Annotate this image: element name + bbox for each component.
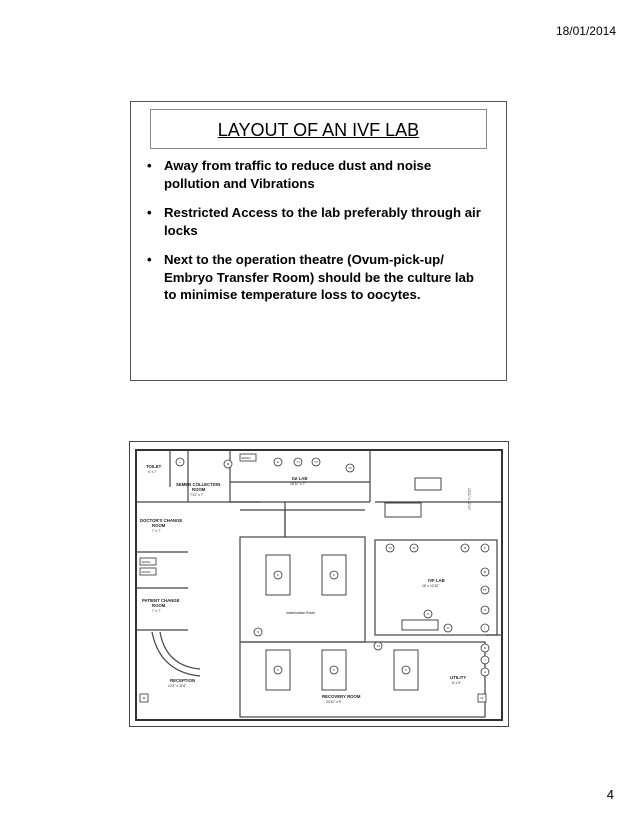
tag-s: S	[427, 612, 430, 617]
bullet-item	[145, 157, 490, 192]
tag-y1: Y1	[296, 460, 300, 465]
patient-label-2: ROOM	[152, 603, 166, 608]
patient-label: PATIENT CHANGE	[142, 598, 180, 603]
doctor-label-2: ROOM	[152, 523, 166, 528]
tag-t4: T4	[388, 546, 392, 551]
page-number: 4	[606, 787, 614, 802]
floor-plan-panel	[129, 441, 509, 727]
tag-n: N	[257, 630, 260, 635]
tag-d: D	[484, 646, 487, 651]
tag-k: K	[333, 668, 336, 673]
tag-f: F	[484, 546, 486, 551]
recovery-room-wall	[240, 642, 485, 717]
tag-t1: T1	[412, 546, 416, 551]
recovery-label: RECOVERY ROOM	[322, 694, 361, 699]
tag-j: J	[484, 658, 486, 663]
toilet-dim: 4' x 7'	[148, 470, 157, 474]
iui-dim: 15'11" x 7'	[290, 482, 306, 486]
tag-m: M	[226, 462, 230, 467]
utility-label: UTILITY	[450, 675, 467, 680]
floor-plan-drawing	[130, 442, 508, 726]
tag-k: K	[277, 573, 280, 578]
semen-label-2: ROOM	[192, 487, 206, 492]
tag-b: B	[484, 570, 487, 575]
bullet-dot-icon: •	[147, 158, 152, 173]
doctor-dim: 7' x 7'	[152, 529, 161, 533]
tag-i: I	[484, 626, 485, 631]
patient-dim: 7' x 7'	[152, 609, 161, 613]
tag-e: E	[277, 460, 280, 465]
semen-label: SEMEN COLLECTION	[176, 482, 221, 487]
tag-y2: Y2	[314, 460, 318, 465]
tag-t3: T3	[482, 588, 487, 593]
tag-t3-b: T3	[376, 644, 381, 649]
reception-label: RECEPTION	[170, 678, 196, 683]
insemination-label: Insemination Room	[286, 611, 316, 615]
tag-t2: T2	[348, 466, 352, 471]
bullet-dot-icon: •	[147, 205, 152, 220]
slide-date: 18/01/2014	[555, 24, 616, 38]
tag-l: L	[179, 460, 181, 465]
wash-tag: WASH	[241, 456, 251, 461]
bullet-item	[145, 204, 490, 239]
ivf-label: IVF LAB	[428, 578, 445, 583]
doctor-label: DOCTOR'S CHANGE	[140, 518, 183, 523]
tag-w: W	[480, 696, 484, 701]
wash-tag: WASH	[141, 570, 151, 575]
slide-title: LAYOUT OF AN IVF LAB	[150, 109, 487, 149]
semen-dim: 7'11" x 7'	[190, 493, 204, 497]
reception-dim: 12'3" x 11'6"	[168, 684, 187, 688]
recovery-dim: 24'11" x 9'	[326, 700, 342, 704]
bullet-text: Restricted Access to the lab preferably through air locks	[164, 205, 481, 238]
bench-1	[415, 478, 441, 490]
toilet-label: TOILET	[146, 464, 162, 469]
bench-2	[402, 620, 438, 630]
bullet-item	[145, 251, 490, 304]
ivf-dim: 15' x 12'10"	[422, 584, 440, 588]
tag-k: K	[277, 668, 280, 673]
tag-k: K	[333, 573, 336, 578]
utility-dim: 6' x 9'	[452, 681, 461, 685]
tag-h: H	[484, 670, 487, 675]
tag-k: K	[405, 668, 408, 673]
wash-tag: WASH	[141, 560, 151, 565]
tag-r: R	[464, 546, 467, 551]
iui-label: IUI LAB	[292, 476, 308, 481]
bullet-dot-icon: •	[147, 252, 152, 267]
tag-m-b: M	[142, 696, 146, 701]
side-dimension-label: 13'11" x 12'10"	[467, 488, 471, 511]
bullet-list	[145, 157, 490, 316]
hood	[385, 503, 421, 517]
tag-g: G	[484, 608, 487, 613]
tag-c: C	[447, 626, 450, 631]
slide-panel	[130, 101, 507, 381]
bullet-text: Next to the operation theatre (Ovum-pick-up/ Embryo Transfer Room) should be the culture lab to minimise temperature loss to oocytes.	[164, 252, 474, 302]
bullet-text: Away from traffic to reduce dust and noise pollution and Vibrations	[164, 158, 432, 191]
